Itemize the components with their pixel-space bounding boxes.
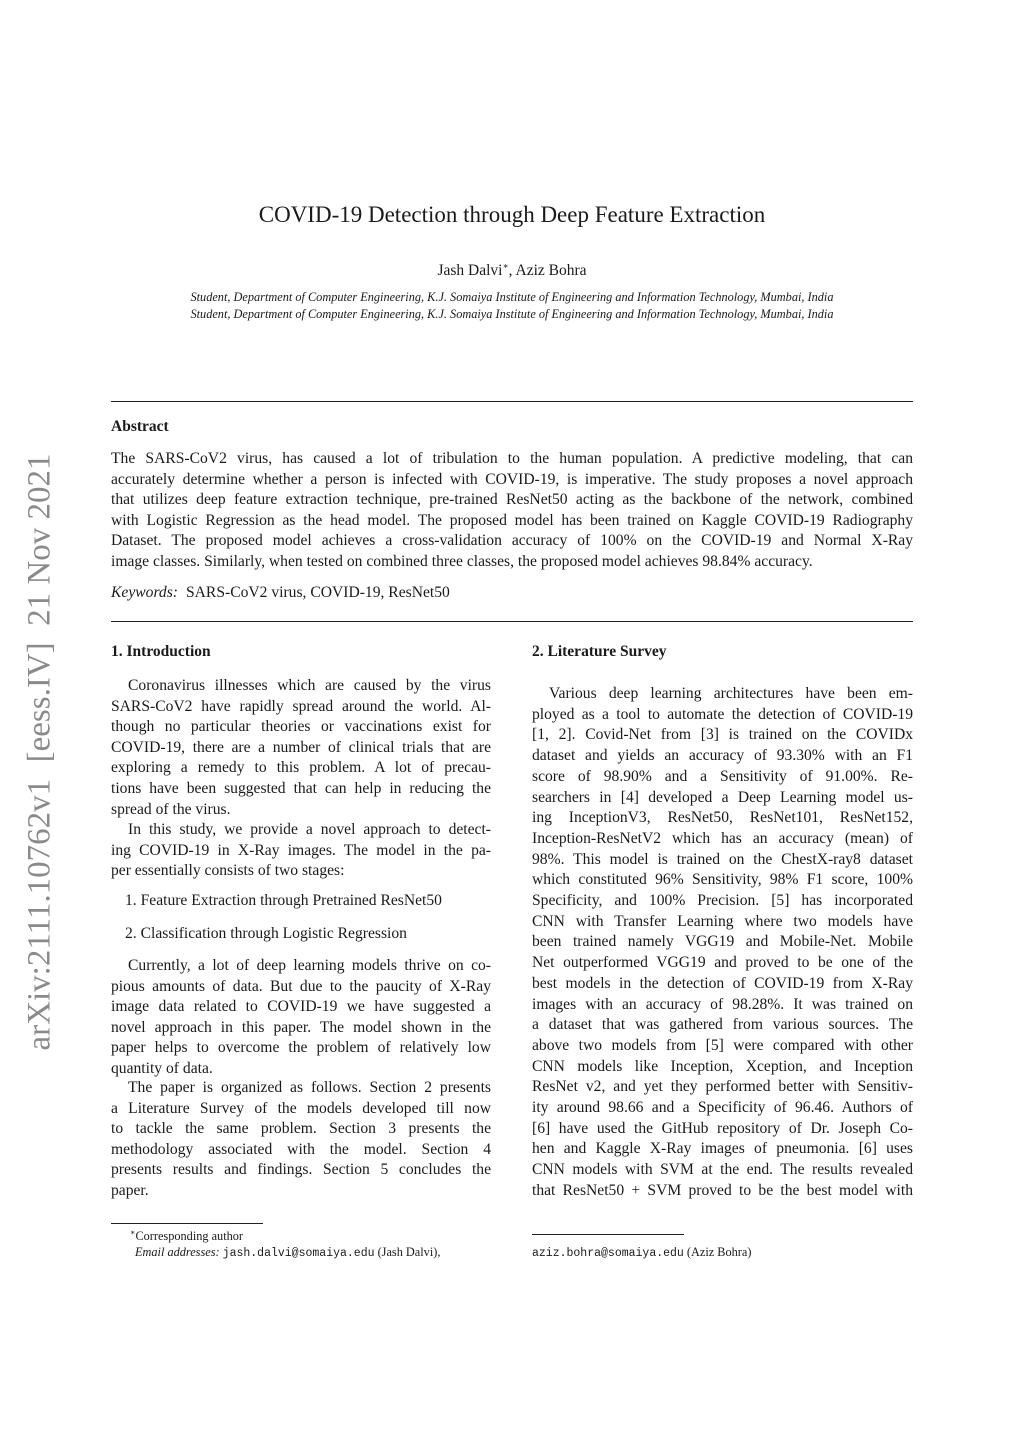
text-line: COVID-19, there are a number of clinical trials that are xyxy=(111,738,491,756)
text-line: per essentially consists of two stages: xyxy=(111,862,345,880)
text-line: image data related to COVID-19 we have suggested a xyxy=(111,998,491,1016)
text-line: 98%. This model is trained on the ChestX-ray8 dataset xyxy=(532,850,913,868)
text-line: been trained namely VGG19 and Mobile-Net. Mobile xyxy=(532,933,913,951)
divider-top xyxy=(111,401,913,402)
text-line: Specificity, and 100% Precision. [5] has incorporated xyxy=(532,892,913,909)
text-line: tions have been suggested that can help in reducing the xyxy=(111,780,491,797)
section-heading-introduction: 1. Introduction xyxy=(111,643,211,660)
affiliation-1: Student, Department of Computer Engineering, K.J. Somaiya Institute of Engineering and Information Technology, Mumbai, India xyxy=(190,290,834,304)
footnote-email-2 xyxy=(532,1245,751,1260)
text-line: quantity of data. xyxy=(111,1060,213,1077)
author-1: Jash Dalvi xyxy=(437,262,503,280)
text-line: paper helps to overcome the problem of relatively low xyxy=(111,1039,491,1057)
text-line: hen and Kaggle X-Ray images of pneumonia. [6] uses xyxy=(532,1140,913,1158)
text-line: [1, 2]. Covid-Net from [3] is trained on the COVIDx xyxy=(532,726,913,744)
text-line: Currently, a lot of deep learning models thrive on co- xyxy=(128,957,491,974)
email-link-2[interactable]: aziz.bohra@somaiya.edu xyxy=(532,1247,684,1260)
text-line: SARS-CoV2 have rapidly spread around the world. Al- xyxy=(111,697,491,715)
footnote-corresponding xyxy=(130,1228,243,1244)
text-line: a Literature Survey of the models developed till now xyxy=(111,1099,491,1117)
email-label: Email addresses: xyxy=(135,1245,220,1259)
email-name-2: (Aziz Bohra) xyxy=(686,1245,752,1259)
text-line: Dataset. The proposed model achieves a cross-validation accuracy of 100% on the COVID-19 and Normal X-Ray xyxy=(111,532,913,550)
text-line: that ResNet50 + SVM proved to be the best model with xyxy=(532,1181,913,1199)
text-line: exploring a remedy to this problem. A lot of precau- xyxy=(111,759,491,777)
text-line: ing InceptionV3, ResNet50, ResNet101, ResNet152, xyxy=(532,809,913,827)
text-line: images with an accuracy of 98.28%. It was trained on xyxy=(532,995,913,1013)
abstract-heading: Abstract xyxy=(111,418,169,435)
text-line: CNN models with SVM at the end. The results revealed xyxy=(532,1161,913,1179)
text-line: paper. xyxy=(111,1182,149,1199)
text-line: to tackle the same problem. Section 3 presents the xyxy=(111,1120,491,1138)
text-line: that utilizes deep feature extraction technique, pre-trained ResNet50 acting as the backbone of the network, combined xyxy=(111,491,913,509)
text-line: spread of the virus. xyxy=(111,800,231,818)
text-line: [6] have used the GitHub repository of Dr. Joseph Co- xyxy=(532,1119,913,1137)
section-heading-literature-survey: 2. Literature Survey xyxy=(532,643,667,660)
footnote-rule-right xyxy=(532,1234,684,1235)
text-line: image classes. Similarly, when tested on combined three classes, the proposed model achieves 98.84% accuracy. xyxy=(111,553,813,570)
footnote-mark: ∗ xyxy=(130,1228,136,1237)
text-line: dataset and yields an accuracy of 93.30% with an F1 xyxy=(532,747,913,765)
text-line: presents results and findings. Section 5 concludes the xyxy=(111,1161,491,1179)
paper-title: COVID-19 Detection through Deep Feature Extraction xyxy=(258,202,766,227)
text-line: In this study, we provide a novel approach to detect- xyxy=(128,821,491,838)
text-line: accurately determine whether a person is infected with COVID-19, is imperative. The study proposes a novel approach xyxy=(111,470,913,488)
authors xyxy=(0,261,1024,280)
text-line: Inception-ResNetV2 which has an accuracy (mean) of xyxy=(532,829,913,847)
text-line: ResNet v2, and yet they performed better with Sensitiv- xyxy=(532,1078,913,1096)
arxiv-stamp: arXiv:2111.10762v1 [eess.IV] 21 Nov 2021 xyxy=(21,453,58,1051)
text-line: methodology associated with the model. Section 4 xyxy=(111,1140,491,1158)
text-line: searchers in [4] developed a Deep Learning model us- xyxy=(532,788,913,806)
affiliation-2: Student, Department of Computer Engineering, K.J. Somaiya Institute of Engineering and Information Technology, Mumbai, India xyxy=(190,307,834,321)
text-line: 2. Classification through Logistic Regression xyxy=(125,925,407,942)
keywords-label: Keywords: xyxy=(111,584,178,601)
text-line: with Logistic Regression as the head model. The proposed model has been trained on Kaggle COVID-19 Radiography xyxy=(111,511,913,529)
text-line: which constituted 96% Sensitivity, 98% F1 score, 100% xyxy=(532,871,913,889)
text-line: The SARS-CoV2 virus, has caused a lot of tribulation to the human population. A predictive modeling, that can xyxy=(111,450,913,467)
text-line: pious amounts of data. But due to the paucity of X-Ray xyxy=(111,977,491,995)
text-line: Coronavirus illnesses which are caused by the virus xyxy=(128,677,491,694)
author-2: , Aziz Bohra xyxy=(508,262,587,280)
text-line: The paper is organized as follows. Section 2 presents xyxy=(128,1079,491,1096)
text-line: novel approach in this paper. The model shown in the xyxy=(111,1018,491,1036)
text-line: a dataset that was gathered from various sources. The xyxy=(532,1016,913,1034)
email-name-1: (Jash Dalvi), xyxy=(377,1245,441,1259)
text-line: though no particular theories or vaccinations exist for xyxy=(111,718,491,736)
corresponding-mark: ∗ xyxy=(502,261,509,271)
keywords xyxy=(111,584,450,602)
divider-bottom xyxy=(111,621,913,622)
footnote-emails xyxy=(135,1245,440,1260)
footnote-corresponding-text: Corresponding author xyxy=(135,1229,244,1244)
footnote-rule-left xyxy=(111,1223,263,1224)
text-line: ity around 98.66 and a Specificity of 96.46. Authors of xyxy=(532,1099,913,1116)
text-line: ing COVID-19 in X-Ray images. The model in the pa- xyxy=(111,841,491,859)
email-link-1[interactable]: jash.dalvi@somaiya.edu xyxy=(222,1247,375,1260)
text-line: Net outperformed VGG19 and proved to be one of the xyxy=(532,954,913,972)
text-line: Various deep learning architectures have been em- xyxy=(549,685,913,702)
text-line: 1. Feature Extraction through Pretrained ResNet50 xyxy=(125,892,442,909)
text-line: best models in the detection of COVID-19 from X-Ray xyxy=(532,974,913,992)
text-line: ployed as a tool to automate the detection of COVID-19 xyxy=(532,705,913,723)
keywords-value: SARS-CoV2 virus, COVID-19, ResNet50 xyxy=(186,584,450,601)
text-line: CNN models like Inception, Xception, and Inception xyxy=(532,1057,913,1075)
text-line: score of 98.90% and a Sensitivity of 91.00%. Re- xyxy=(532,767,913,785)
text-line: CNN with Transfer Learning where two models have xyxy=(532,912,913,930)
text-line: above two models from [5] were compared with other xyxy=(532,1036,913,1054)
